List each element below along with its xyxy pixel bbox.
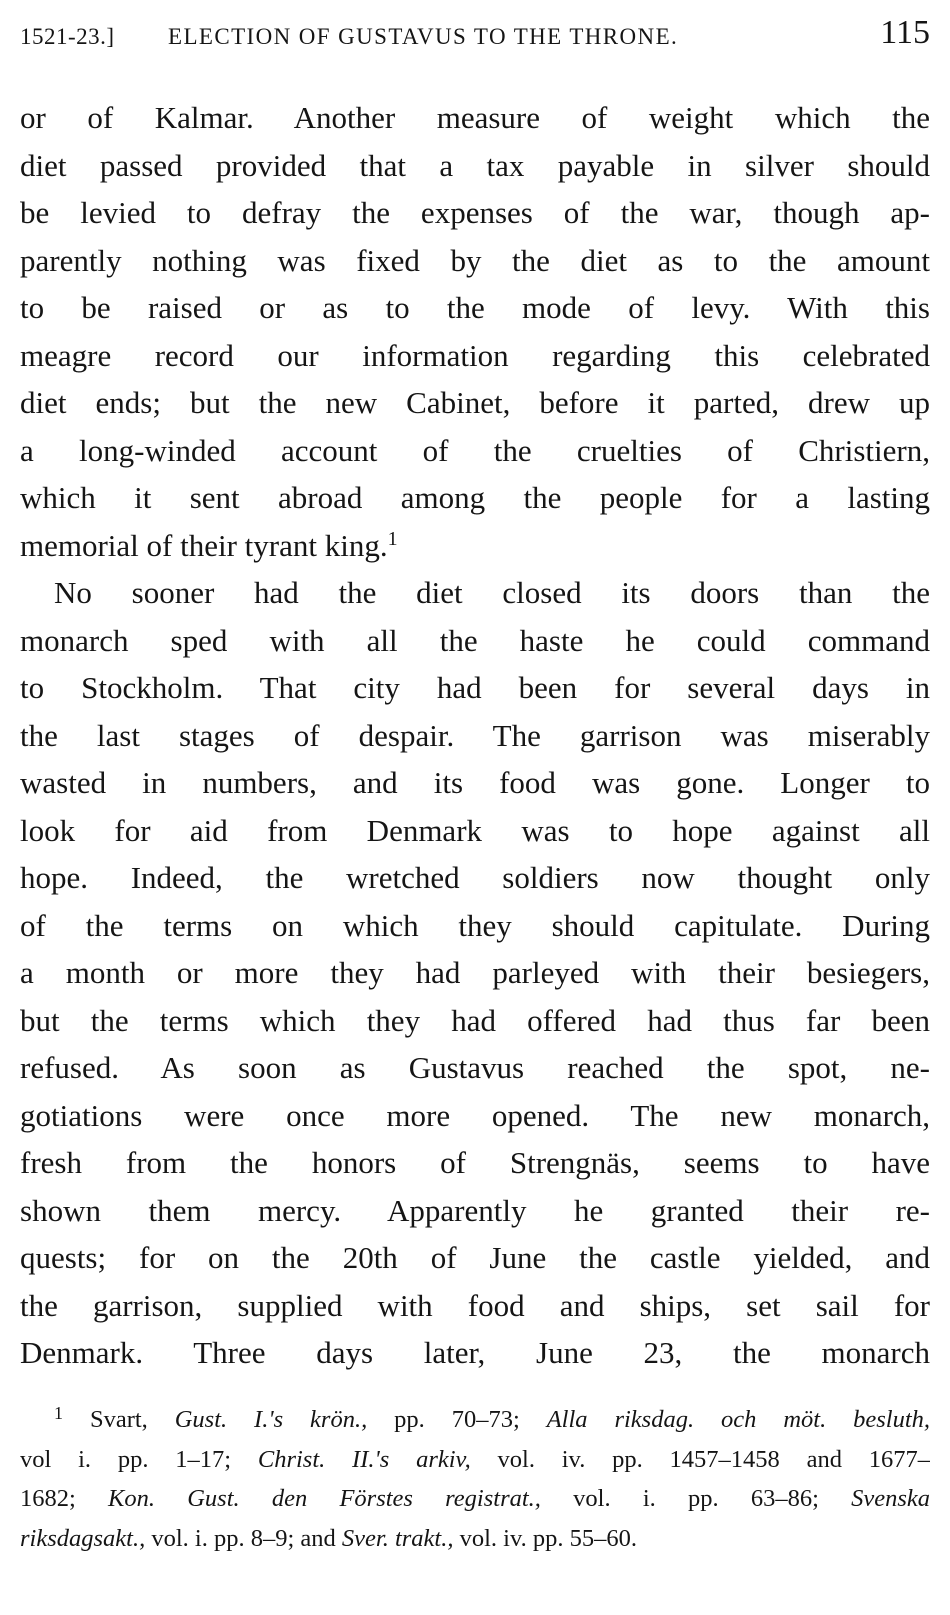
footnote-segment: vol. iv. pp. 55–60. [459, 1524, 638, 1552]
footnote-segment: 1682; [20, 1485, 76, 1512]
footnotes [20, 1400, 930, 1558]
text-line: a month or more they had parleyed with their besiegers, [20, 955, 930, 990]
footnote-number: 1 [54, 1403, 63, 1423]
text-line: fresh from the honors of Strengnäs, seems to have [20, 1145, 930, 1180]
text-line: parently nothing was fixed by the diet as to the amount [20, 242, 930, 278]
footnote-line [20, 1479, 930, 1519]
text-line: but the terms which they had offered had thus far been [20, 1002, 930, 1038]
header-chapter-title: ELECTION OF GUSTAVUS TO THE THRONE. [168, 24, 679, 49]
text-line: the garrison, supplied with food and ships, set sail for [20, 1287, 930, 1323]
text-line [20, 522, 930, 570]
text-line: monarch sped with all the haste he could command [20, 622, 930, 658]
footnote-title: Svenska [851, 1485, 930, 1512]
text-line: wasted in numbers, and its food was gone. Longer to [20, 765, 930, 800]
text-line: No sooner had the diet closed its doors than the [54, 575, 930, 610]
text-line: or of Kalmar. Another measure of weight which the [20, 100, 930, 135]
footnote-segment: vol. i. pp. 63–86; [573, 1485, 819, 1512]
text-line: diet passed provided that a tax payable in silver should [20, 147, 930, 183]
text-line: quests; for on the 20th of June the castle yielded, and [20, 1240, 930, 1275]
footnote-title: Sver. trakt., [341, 1524, 454, 1552]
footnote-reference: 1 [387, 527, 398, 550]
text-line: diet ends; but the new Cabinet, before it parted, drew up [20, 385, 930, 420]
footnote-title: Christ. II.'s arkiv, [257, 1445, 471, 1473]
footnote-title: Gust. I.'s krön., [174, 1406, 368, 1433]
footnote-segment: pp. 70–73; [394, 1406, 520, 1433]
footnote-segment: Svart, [89, 1406, 148, 1433]
running-header [20, 10, 930, 62]
text-line-content: memorial of their tyrant king. [20, 527, 388, 563]
text-line: Denmark. Three days later, June 23, the monarch [20, 1335, 930, 1370]
footnote-title: riksdagsakt., [20, 1524, 146, 1552]
text-line: to Stockholm. That city had been for several days in [20, 670, 930, 705]
footnote-line [20, 1400, 930, 1440]
text-line: be levied to defray the expenses of the war, though ap- [20, 195, 930, 230]
footnote-title: Kon. Gust. den Förstes registrat., [108, 1485, 541, 1512]
text-line: hope. Indeed, the wretched soldiers now thought only [20, 860, 930, 895]
footnote-title: Alla riksdag. och möt. besluth, [546, 1406, 930, 1433]
text-line: of the terms on which they should capitulate. During [20, 907, 930, 943]
text-line: shown them mercy. Apparently he granted their re- [20, 1192, 930, 1228]
body-text [20, 94, 930, 1377]
text-line: look for aid from Denmark was to hope against all [20, 812, 930, 848]
text-line: meagre record our information regarding this celebrated [20, 337, 930, 373]
footnote-segment: vol. i. pp. 8–9; and [151, 1524, 336, 1552]
footnote-segment: vol i. pp. 1–17; [20, 1445, 232, 1473]
footnote-segment: vol. iv. pp. 1457–1458 and 1677– [497, 1445, 930, 1473]
text-line: refused. As soon as Gustavus reached the spot, ne- [20, 1050, 930, 1085]
text-line: to be raised or as to the mode of levy. With this [20, 290, 930, 325]
header-year-range: 1521-23.] [20, 24, 115, 49]
text-line: the last stages of despair. The garrison was miserably [20, 717, 930, 753]
text-line: a long-winded account of the cruelties of Christiern, [20, 432, 930, 468]
footnote-line [20, 1519, 930, 1559]
page-number: 115 [880, 14, 930, 51]
text-line: which it sent abroad among the people for a lasting [20, 480, 930, 515]
footnote-line [20, 1440, 930, 1480]
text-line: gotiations were once more opened. The new monarch, [20, 1097, 930, 1133]
